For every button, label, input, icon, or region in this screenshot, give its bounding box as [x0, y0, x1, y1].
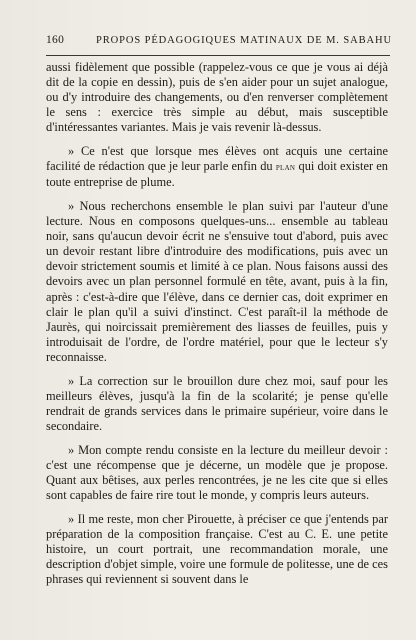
body-text: [46, 60, 388, 596]
paragraph: [46, 144, 388, 190]
paragraph: » Mon compte rendu consiste en la lecture du meilleur devoir : c'est une récompense que je décerne, un modèle que je propose. Quant aux bêtises, aux perles rencontrées, je ne les cite que si elles sont capables de faire rire tout le monde, y compris leurs auteurs.: [46, 442, 388, 502]
paragraph: » Nous recherchons ensemble le plan suivi par l'auteur d'une lecture. Nous en composons quelques-uns... ensemble au tableau noir, sans qu'aucun devoir écrit ne s'ensuive tout d'abord, puis avec un devoir restant libre d'introduire des modifications, puis avec un devoir strictement soumis et limité à ce plan. Nous faisons aussi des devoirs avec un plan personnel formulé en tête, avant, puis à la fin, après : c'est-à-dire que l'élève, dans ce dernier cas, doit exprimer en clair le plan qu'il a suivi d'instinct. C'est paraît-il la méthode de Jaurès, qui noircissait premièrement des liasses de feuilles, puis y introduisait de l'ordre, de l'ordre matériel, pour que le lecteur s'y reconnaisse.: [46, 198, 388, 364]
paragraph: » Il me reste, mon cher Pirouette, à préciser ce que j'entends par préparation de la composition française. C'est au C. E. une petite histoire, un court portrait, une recommandation morale, une description d'objet simple, voire une formule de politesse, une de ces phrases qui reviennent si souvent dans le: [46, 511, 388, 586]
plan-word: plan: [275, 162, 296, 174]
paragraph-text: » Ce n'est que lorsque mes élèves ont acquis une certaine facilité de rédaction que je leur parle enfin du: [46, 144, 388, 174]
paragraph-text: qui doit exister en toute entreprise de plume.: [46, 159, 388, 190]
paragraph: aussi fidèlement que possible (rappelez-vous ce que je vous ai déjà dit de la copie en dessin), puis de s'en aider pour un sujet analogue, ou d'y introduire des changements, ou d'en renverser complètement le sens : exercice très simple au début, mais susceptible d'intéressantes variantes. Mais je vais revenir là-dessus.: [46, 60, 388, 135]
page-number: 160: [46, 34, 65, 46]
page-header: [46, 34, 394, 52]
paragraph: » La correction sur le brouillon dure chez moi, sauf pour les meilleurs élèves, jusqu'à la fin de la scolarité; je pense qu'elle rendrait de grands services dans le primaire supérieur, voire dans le secondaire.: [46, 373, 388, 433]
header-rule: [46, 55, 390, 56]
running-head: PROPOS PÉDAGOGIQUES MATINAUX DE M. SABAHU: [96, 35, 392, 46]
